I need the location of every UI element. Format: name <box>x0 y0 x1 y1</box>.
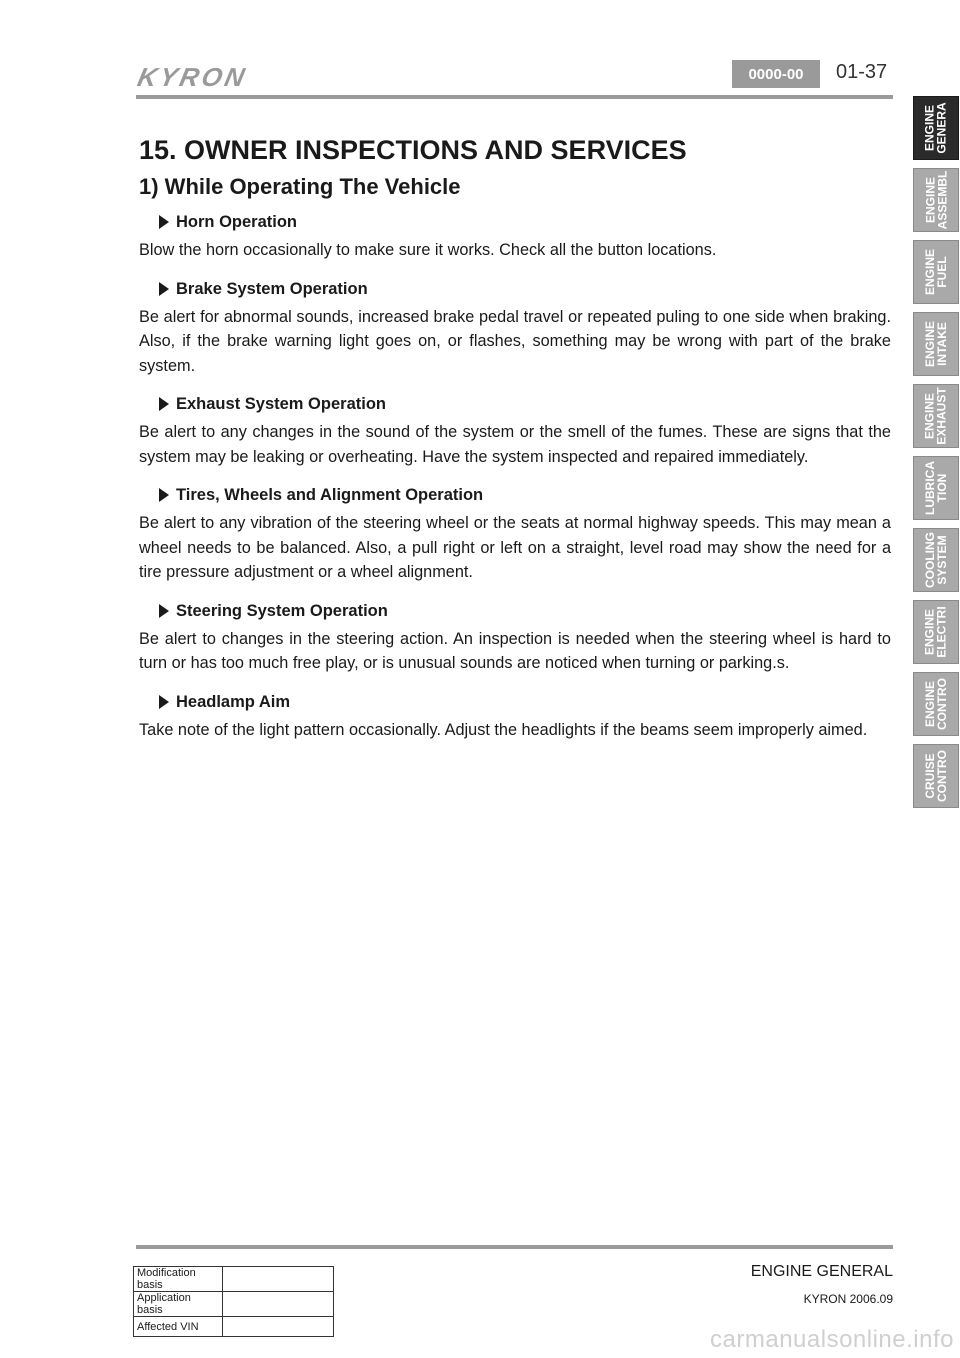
triangle-bullet-icon <box>159 604 169 618</box>
section-heading-text: Tires, Wheels and Alignment Operation <box>176 486 484 504</box>
chapter-tab-label: COOLING SYSTEM <box>923 532 949 588</box>
section-heading <box>159 483 891 507</box>
triangle-bullet-icon <box>159 397 169 411</box>
chapter-tab-0[interactable] <box>913 96 959 160</box>
chapter-tab-2[interactable] <box>913 240 959 304</box>
page-number: 01-37 <box>836 61 888 83</box>
section-heading <box>159 392 891 416</box>
section-4 <box>139 599 891 676</box>
section-0 <box>139 210 891 263</box>
sections-list <box>139 210 891 742</box>
section-body: Be alert to any changes in the sound of the system or the smell of the fumes. These are signs that the system may be leaking or overheating. Have the system inspected and repaired immediately. <box>139 423 891 466</box>
chapter-tab-label: ENGINE ASSEMBL <box>923 170 950 230</box>
header-divider <box>136 95 893 99</box>
chapter-tab-label: CRUISE CONTRO <box>923 750 949 802</box>
chapter-tab-6[interactable] <box>913 528 959 592</box>
section-heading <box>159 210 891 234</box>
modification-label: Affected VIN <box>134 1317 223 1337</box>
section-heading-text: Exhaust System Operation <box>176 395 386 413</box>
section-heading-text: Horn Operation <box>176 213 298 231</box>
chapter-tab-8[interactable] <box>913 672 959 736</box>
triangle-bullet-icon <box>159 215 169 229</box>
section-body: Blow the horn occasionally to make sure it works. Check all the button locations. <box>139 241 717 259</box>
chapter-tab-7[interactable] <box>913 600 959 664</box>
watermark: carmanualsonline.info <box>710 1326 954 1353</box>
triangle-bullet-icon <box>159 488 169 502</box>
modification-label: Modification basis <box>134 1267 223 1292</box>
modification-value <box>223 1292 334 1317</box>
section-heading-text: Brake System Operation <box>176 279 368 298</box>
section-5 <box>139 690 891 743</box>
chapter-tab-1[interactable] <box>913 168 959 232</box>
chapter-tab-label: LUBRICA TION <box>923 461 949 515</box>
page-subtitle: 1) While Operating The Vehicle <box>139 174 461 199</box>
section-body: Be alert to changes in the steering action. An inspection is needed when the steering wheel is hard to turn or has too much free play, or is unusual sounds are noticed when turning or parking.s. <box>139 629 891 672</box>
section-3 <box>139 483 891 585</box>
section-body: Be alert for abnormal sounds, increased brake pedal travel or repeated puling to one side when braking. Also, if the brake warning light goes on, or flashes, something may be wrong with part of the brake system. <box>139 307 891 375</box>
modification-table <box>133 1266 334 1337</box>
chapter-tab-label: ENGINE FUEL <box>923 248 950 296</box>
section-body: Take note of the light pattern occasionally. Adjust the headlights if the beams seem improperly aimed. <box>139 720 868 739</box>
chapter-tab-label: ENGINE EXHAUST <box>923 387 949 445</box>
chapter-tab-label: ENGINE INTAKE <box>923 320 950 368</box>
modification-row <box>134 1267 334 1292</box>
main-content <box>139 130 891 742</box>
footer-divider <box>136 1245 893 1249</box>
chapter-tab-label: ENGINE ELECTRI <box>923 606 949 658</box>
footer-model-date: KYRON 2006.09 <box>803 1292 893 1306</box>
section-heading <box>159 599 891 623</box>
section-code-badge: 0000-00 <box>732 60 820 88</box>
chapter-tab-label: ENGINE GENERA <box>923 102 949 154</box>
modification-value <box>223 1267 334 1292</box>
chapter-tab-3[interactable] <box>913 312 959 376</box>
triangle-bullet-icon <box>159 282 169 296</box>
triangle-bullet-icon <box>159 695 169 709</box>
modification-value <box>223 1317 334 1337</box>
section-heading-text: Steering System Operation <box>176 601 388 620</box>
chapter-tab-label: ENGINE CONTRO <box>923 678 949 730</box>
page-title: 15. OWNER INSPECTIONS AND SERVICES <box>139 135 687 165</box>
chapter-tab-4[interactable] <box>913 384 959 448</box>
chapter-tab-5[interactable] <box>913 456 959 520</box>
section-2 <box>139 392 891 469</box>
section-heading <box>159 277 891 301</box>
section-heading-text: Headlamp Aim <box>176 692 291 711</box>
section-heading <box>159 690 891 714</box>
chapter-tab-9[interactable] <box>913 744 959 808</box>
modification-row <box>134 1292 334 1317</box>
modification-row <box>134 1317 334 1337</box>
modification-label: Application basis <box>134 1292 223 1317</box>
kyron-logo: KYRON <box>134 62 251 92</box>
section-body: Be alert to any vibration of the steering wheel or the seats at normal highway speeds. This may mean a wheel needs to be balanced. Also, a pull right or left on a straight, level road may show the need for a tire pressure adjustment or a wheel alignment. <box>139 514 891 581</box>
footer-section-title: ENGINE GENERAL <box>750 1263 893 1280</box>
section-1 <box>139 277 891 379</box>
